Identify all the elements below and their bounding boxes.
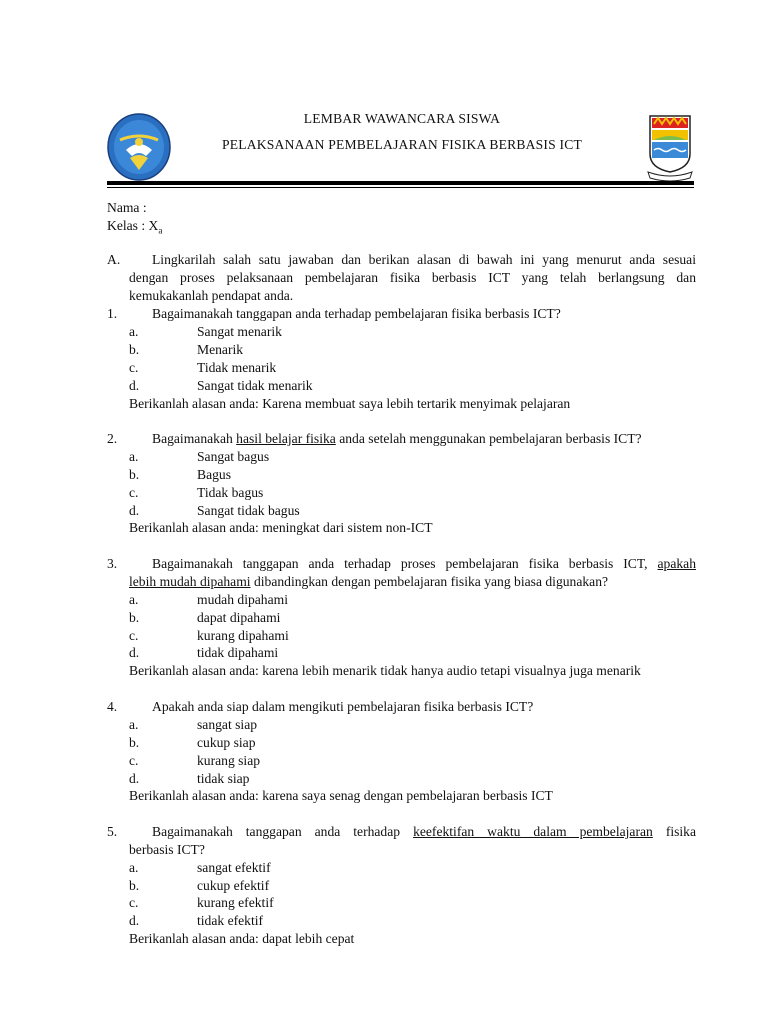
reason-answer: Berikanlah alasan anda: karena lebih menarik tidak hanya audio tetapi visualnya juga menarik — [129, 663, 641, 678]
question-number: 2. — [107, 431, 118, 446]
question-text-line-2 — [129, 574, 608, 590]
name-label: Nama — [107, 200, 140, 215]
option-letter: b. — [129, 735, 140, 750]
question-text: Bagaimanakah tanggapan anda terhadap pembelajaran fisika berbasis ICT? — [152, 306, 561, 321]
question-text-part: Bagaimanakah tanggapan anda terhadap proses pembelajaran fisika berbasis ICT, — [152, 556, 648, 571]
class-value: : X — [137, 218, 159, 233]
option-letter: a. — [129, 592, 139, 607]
option-text[interactable]: Menarik — [197, 342, 244, 357]
option-text[interactable]: Sangat tidak bagus — [197, 503, 300, 518]
question-text-line-2: berbasis ICT? — [129, 842, 205, 857]
option-letter: c. — [129, 485, 139, 500]
option-letter: a. — [129, 324, 139, 339]
question-text-part: fisika — [665, 824, 697, 839]
instruction-line-2: dengan proses pelaksanaan pembelajaran fisika berbasis ICT yang telah berlangsung dan — [129, 270, 696, 285]
option-letter: c. — [129, 895, 139, 910]
page-title: LEMBAR WAWANCARA SISWA — [303, 111, 501, 126]
option-text[interactable]: kurang dipahami — [197, 628, 289, 643]
question-text — [152, 431, 642, 447]
option-text[interactable]: sangat efektif — [197, 860, 271, 875]
option-letter: d. — [129, 913, 140, 928]
class-subscript: a — [158, 225, 163, 236]
section-label: A. — [107, 252, 121, 267]
option-letter: a. — [129, 717, 139, 732]
option-letter: b. — [129, 467, 140, 482]
instruction-line-3: kemukakanlah pendapat anda. — [129, 288, 294, 303]
question-text — [152, 556, 696, 572]
name-separator: : — [139, 200, 147, 215]
question-number: 5. — [107, 824, 118, 839]
regional-coat-of-arms-icon — [644, 110, 696, 182]
header-rule-thick — [107, 181, 694, 185]
question-text-underlined: hasil belajar fisika — [236, 431, 336, 446]
question-text: Apakah anda siap dalam mengikuti pembelajaran fisika berbasis ICT? — [152, 699, 534, 714]
option-letter: b. — [129, 878, 140, 893]
option-letter: d. — [129, 771, 140, 786]
reason-answer: Berikanlah alasan anda: dapat lebih cepat — [129, 931, 355, 946]
option-letter: d. — [129, 503, 140, 518]
option-text[interactable]: mudah dipahami — [197, 592, 288, 607]
option-text[interactable]: Bagus — [197, 467, 231, 482]
question-text-part: anda setelah menggunakan pembelajaran berbasis ICT? — [335, 431, 642, 446]
question-number: 1. — [107, 306, 118, 321]
page-subtitle: PELAKSANAAN PEMBELAJARAN FISIKA BERBASIS ICT — [221, 137, 582, 152]
option-text[interactable]: kurang efektif — [197, 895, 274, 910]
question-text-underlined: lebih mudah dipahami — [129, 574, 251, 589]
question-text-underlined: apakah — [657, 556, 696, 571]
instruction-line-1: Lingkarilah salah satu jawaban dan berikan alasan di bawah ini yang menurut anda sesuai — [152, 252, 696, 267]
question-text-part: Bagaimanakah tanggapan anda terhadap — [152, 824, 401, 839]
question-text-part: dibandingkan dengan pembelajaran fisika yang biasa digunakan? — [250, 574, 609, 589]
option-text[interactable]: cukup efektif — [197, 878, 270, 893]
option-letter: c. — [129, 628, 139, 643]
option-text[interactable]: dapat dipahami — [197, 610, 281, 625]
option-letter: d. — [129, 378, 140, 393]
class-label: Kelas — [107, 218, 138, 233]
option-text[interactable]: Tidak menarik — [197, 360, 277, 375]
header-rule-thin — [107, 187, 694, 188]
option-text[interactable]: tidak efektif — [197, 913, 264, 928]
question-number: 4. — [107, 699, 118, 714]
reason-answer: Berikanlah alasan anda: meningkat dari sistem non-ICT — [129, 520, 433, 535]
option-letter: a. — [129, 449, 139, 464]
question-text-part: Bagaimanakah — [152, 431, 237, 446]
option-text[interactable]: Tidak bagus — [197, 485, 264, 500]
reason-answer: Berikanlah alasan anda: karena saya senag dengan pembelajaran berbasis ICT — [129, 788, 553, 803]
name-field-row — [107, 200, 147, 216]
option-text[interactable]: kurang siap — [197, 753, 261, 768]
question-number: 3. — [107, 556, 118, 571]
question-text-underlined: keefektifan waktu dalam pembelajaran — [413, 824, 653, 839]
option-text[interactable]: cukup siap — [197, 735, 256, 750]
option-text[interactable]: Sangat bagus — [197, 449, 270, 464]
option-text[interactable]: Sangat tidak menarik — [197, 378, 313, 393]
option-letter: c. — [129, 360, 139, 375]
question-text — [152, 824, 696, 840]
option-letter: c. — [129, 753, 139, 768]
option-text[interactable]: tidak dipahami — [197, 645, 279, 660]
option-letter: b. — [129, 610, 140, 625]
option-text[interactable]: Sangat menarik — [197, 324, 282, 339]
option-text[interactable]: tidak siap — [197, 771, 250, 786]
option-letter: b. — [129, 342, 140, 357]
option-letter: d. — [129, 645, 140, 660]
option-text[interactable]: sangat siap — [197, 717, 258, 732]
class-field-row — [107, 218, 162, 236]
option-letter: a. — [129, 860, 139, 875]
reason-answer: Berikanlah alasan anda: Karena membuat saya lebih tertarik menyimak pelajaran — [129, 396, 571, 411]
